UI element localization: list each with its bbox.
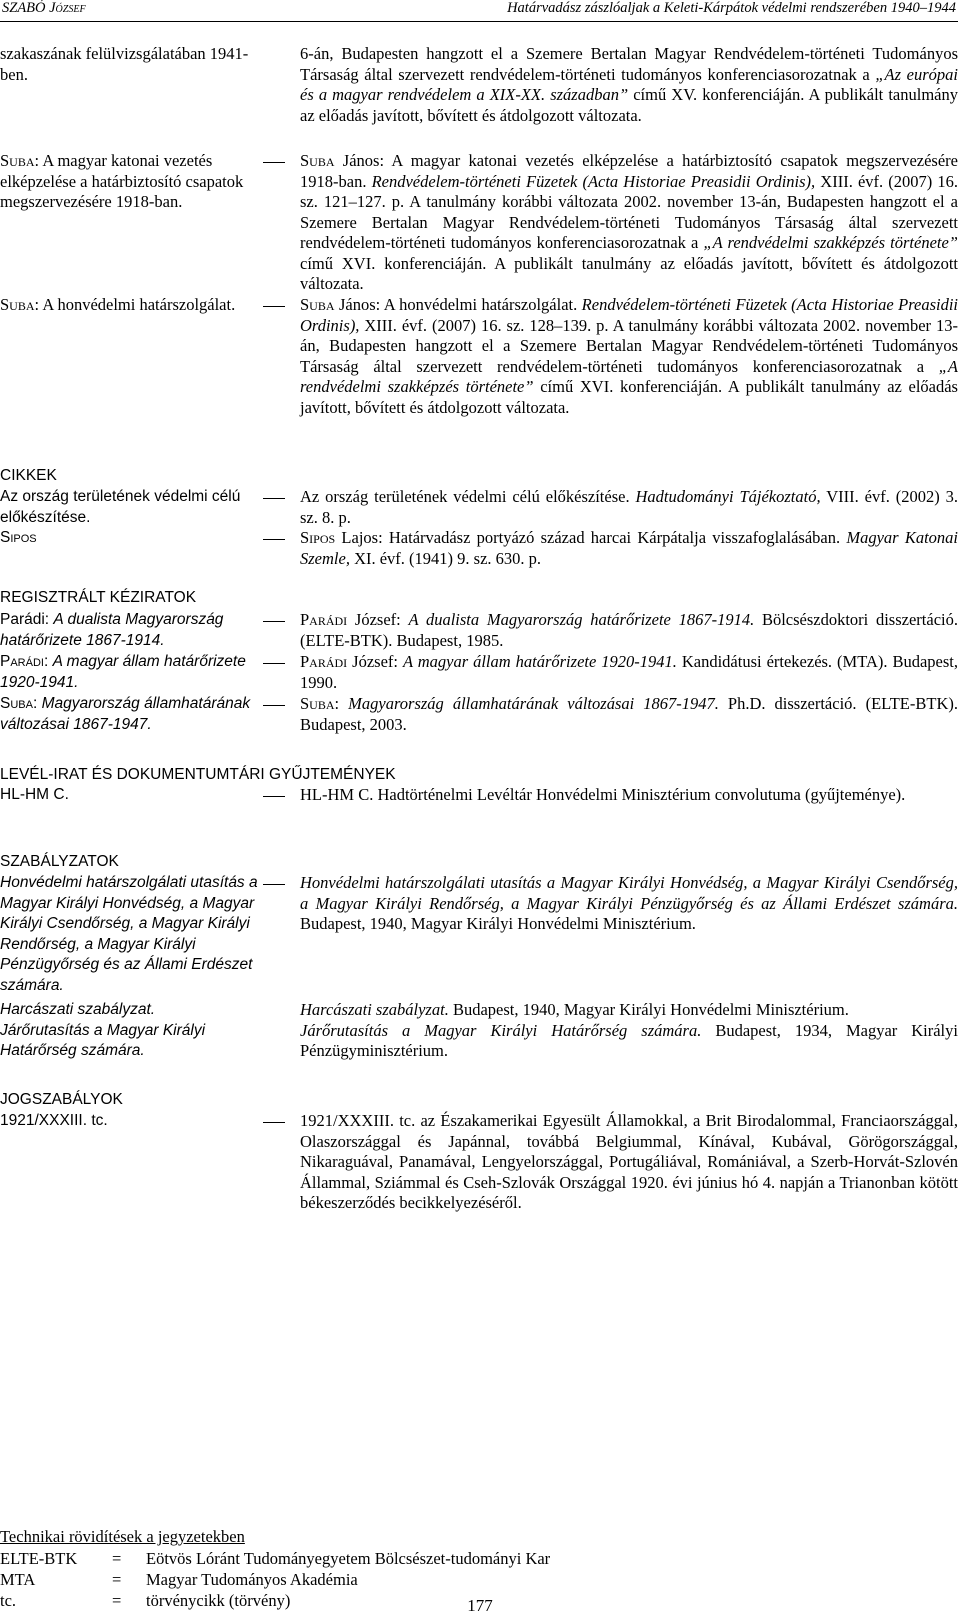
entry-short-ref: Honvédelmi határszolgálati utasítás a Magyar Királyi Honvédség, a Magyar Királyi Csendőrség, a Magyar Királyi Rendőrség, a Magyar Királyi Pénzügyőrség és az Állami Erdészet számára. [0, 874, 258, 994]
entry-full-ref: Sipos Lajos: Határvadász portyázó század harcai Kárpátalja visszafoglalásában. Magyar Katonai Szemle, XI. évf. (1941) 9. sz. 630. p. [300, 528, 958, 568]
abbreviations-title: Technikai rövidítések a jegyzetekben [0, 1527, 245, 1546]
running-header [0, 0, 960, 18]
entry-full-ref: Az ország területének védelmi célú előkészítése. Hadtudományi Tájékoztató, VIII. évf. (2002) 3. sz. 8. p. [300, 487, 958, 527]
entry-full-ref: 1921/XXXIII. tc. az Északamerikai Egyesült Államokkal, a Brit Birodalommal, Franciaországgal, Olaszországgal és Japánnal, továbbá Belgiummal, Kínával, Kubával, Görögországgal, Nikaraguával, Panamával, Lengyelországgal, Portugáliával, Romániával, a Szerb-Horvát-Szlovén Állammal, Sziámmal és Cseh-Szlovák Országgal 1920. évi június hó 4. napján a Trianonban kötött békeszerződés becikkelyezéséről. [300, 1111, 958, 1212]
entry-short-ref: HL-HM C. [0, 786, 69, 803]
entry-dash [263, 796, 285, 797]
entry-short-ref: Suba: Magyarország államhatárának változásai 1867-1947. [0, 695, 251, 733]
entry-short-ref: szakaszának felülvizsgálatában 1941-ben. [0, 44, 249, 84]
entry-full-ref: Suba: Magyarország államhatárának változásai 1867-1947. Ph.D. disszertáció. (ELTE-BTK). Budapest, 2003. [300, 694, 958, 734]
entry-full-ref: Parádi József: A dualista Magyarország határőrizete 1867-1914. Bölcsészdoktori disszertáció. (ELTE-BTK). Budapest, 1985. [300, 610, 958, 650]
entry-short-ref: Sipos [0, 529, 37, 546]
section-heading-szabalyzat: SZABÁLYZATOK [0, 853, 119, 870]
abbreviation-meaning: Magyar Tudományos Akadémia [146, 1570, 358, 1589]
entry-dash [263, 705, 285, 706]
page-number: 177 [467, 1596, 493, 1615]
entry-dash [263, 884, 285, 885]
running-header-title: Határvadász zászlóaljak a Keleti-Kárpátok védelmi rendszerében 1940–1944 [507, 0, 956, 16]
entry-short-ref: Harcászati szabályzat. Járőrutasítás a Magyar Királyi Határőrség számára. [0, 1001, 206, 1059]
entry-full-ref: Honvédelmi határszolgálati utasítás a Magyar Királyi Honvédség, a Magyar Királyi Csendőrség, a Magyar Királyi Rendőrség, a Magyar Királyi Pénzügyőrség és az Állami Erdészet számára. Budapest, 1940, Magyar Királyi Honvédelmi Minisztérium. [300, 873, 958, 933]
author-name: SZABÓ József [2, 0, 86, 16]
entry-full-ref: Suba János: A honvédelmi határszolgálat. Rendvédelem-történeti Füzetek (Acta Historiae Preasidii Ordinis), XIII. évf. (2007) 16. sz. 128–139. p. A tanulmány korábbi változata 2002. november 13-án, Budapesten hangzott el a Szemere Bertalan Magyar Rendvédelem-történeti Tudományos Társaság által szervezett rendvédelem-történeti tudományos konferenciasorozatnak a „A rendvédelmi szakképzés története” című XVI. konferenciáján. A publikált tanulmány az előadás javított, bővített és átdolgozott változata. [300, 295, 958, 417]
header-rule [0, 21, 958, 22]
entry-dash [263, 162, 285, 163]
abbreviation-meaning: Eötvös Lóránt Tudományegyetem Bölcsészet-tudományi Kar [146, 1549, 551, 1568]
entry-short-ref: Az ország területének védelmi célú előkészítése. [0, 488, 241, 526]
abbreviation: tc. [0, 1591, 17, 1610]
abbreviation: ELTE-BTK [0, 1549, 78, 1568]
section-heading-kezirat: REGISZTRÁLT KÉZIRATOK [0, 589, 197, 606]
entry-full-ref: Harcászati szabályzat. Budapest, 1940, Magyar Királyi Honvédelmi Minisztérium. Járőrutasítás a Magyar Királyi Határőrség számára. Budapest, 1934, Magyar Királyi Pénzügyminisztérium. [300, 1000, 958, 1060]
entry-full-ref: 6-án, Budapesten hangzott el a Szemere Bertalan Magyar Rendvédelem-történeti Tudományos Társaság által szervezett rendvédelem-történeti tudományos konferenciasorozatnak a „Az európai és a magyar rendvédelem a XIX-XX. században” című XV. konferenciáján. A publikált tanulmány az előadás javított, bővített és átdolgozott változata. [300, 44, 958, 125]
entry-dash [263, 539, 285, 540]
abbreviation: MTA [0, 1570, 36, 1589]
entry-short-ref: Suba: A honvédelmi határszolgálat. [0, 295, 236, 314]
section-heading-leveltar: LEVÉL-IRAT ÉS DOKUMENTUMTÁRI GYŰJTEMÉNYEK [0, 766, 396, 783]
entry-dash [263, 1122, 285, 1123]
entry-dash [263, 498, 285, 499]
abbreviation-meaning: törvénycikk (törvény) [146, 1591, 291, 1610]
entry-full-ref: Parádi József: A magyar állam határőrizete 1920-1941. Kandidátusi értekezés. (MTA). Budapest, 1990. [300, 652, 958, 692]
entry-full-ref: Suba János: A magyar katonai vezetés elképzelése a határbiztosító csapatok megszervezésére 1918-ban. Rendvédelem-történeti Füzetek (Acta Historiae Preasidii Ordinis), XIII. évf. (2007) 16. sz. 121–127. p. A tanulmány korábbi változata 2002. november 13-án, Budapesten hangzott el a Szemere Bertalan Magyar Rendvédelem-történeti Tudományos Társaság által szervezett rendvédelem-történeti tudományos konferenciasorozatnak a „A rendvédelmi szakképzés története” című XVI. konferenciáján. A publikált tanulmány az előadás javított, bővített és átdolgozott változata. [300, 151, 958, 293]
entry-short-ref: Parádi: A dualista Magyarország határőrizete 1867-1914. [0, 611, 224, 649]
running-header-author [2, 0, 86, 17]
entry-dash [263, 306, 285, 307]
entry-dash [263, 621, 285, 622]
entry-dash [263, 663, 285, 664]
entry-short-ref: Suba: A magyar katonai vezetés elképzelése a határbiztosító csapatok megszervezésére 1918-ban. [0, 151, 244, 211]
abbreviation-equals: = [112, 1591, 122, 1610]
entry-full-ref: HL-HM C. Hadtörténelmi Levéltár Honvédelmi Minisztérium convolutuma (gyűjteménye). [300, 785, 906, 804]
abbreviation-equals: = [112, 1570, 122, 1589]
section-heading-cikkek: CIKKEK [0, 467, 57, 484]
abbreviation-equals: = [112, 1549, 122, 1568]
section-heading-jogszabaly: JOGSZABÁLYOK [0, 1091, 123, 1108]
entry-short-ref: Parádi: A magyar állam határőrizete 1920-1941. [0, 653, 246, 691]
entry-short-ref: 1921/XXXIII. tc. [0, 1112, 108, 1129]
